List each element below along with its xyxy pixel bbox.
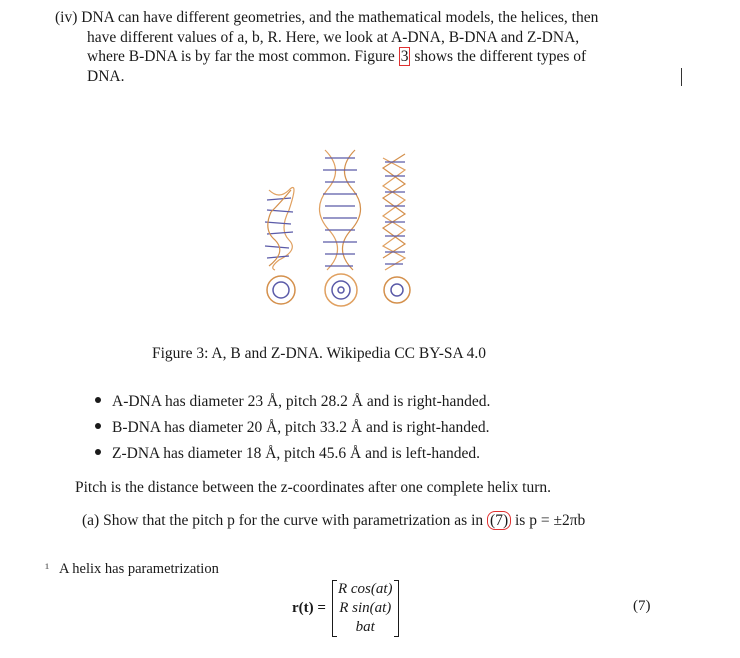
list-item-text: B-DNA has diameter 20 Å, pitch 33.2 Å and is right-handed. bbox=[112, 419, 490, 436]
intro-paragraph bbox=[55, 8, 655, 86]
intro-line-4: DNA. bbox=[87, 67, 125, 85]
dna-structures-image bbox=[255, 140, 425, 315]
equation-7 bbox=[292, 580, 399, 637]
list-item bbox=[95, 389, 615, 415]
a-dna-top-view bbox=[267, 276, 295, 304]
list-item-text: Z-DNA has diameter 18 Å, pitch 45.6 Å and is left-handed. bbox=[112, 445, 481, 462]
question-text: is p = ±2πb bbox=[511, 512, 586, 529]
question-a bbox=[82, 511, 702, 531]
list-item bbox=[95, 441, 615, 467]
intro-line-1 bbox=[55, 8, 655, 28]
figure-caption: Figure 3: A, B and Z-DNA. Wikipedia CC BY-SA 4.0 bbox=[152, 345, 487, 362]
vector-row-2: R sin(at) bbox=[339, 600, 392, 616]
pitch-definition: Pitch is the distance between the z-coordinates after one complete helix turn. bbox=[75, 479, 552, 496]
bullet-list bbox=[95, 389, 615, 467]
question-text: Show that the pitch p for the curve with parametrization as in bbox=[103, 512, 488, 529]
item-label: (iv) bbox=[55, 9, 78, 26]
equation-lhs: r(t) = bbox=[292, 600, 326, 616]
vector-row-1: R cos(at) bbox=[337, 581, 393, 597]
text-cursor bbox=[681, 68, 682, 86]
a-dna-helix bbox=[265, 188, 294, 271]
column-vector bbox=[332, 580, 399, 637]
intro-line-3 bbox=[55, 47, 655, 67]
figure-ref-link[interactable]: 3 bbox=[400, 48, 409, 65]
list-item bbox=[95, 415, 615, 441]
intro-line-2: have different values of a, b, R. Here, we look at A-DNA, B-DNA and Z-DNA, bbox=[87, 28, 580, 46]
z-dna-top-view bbox=[384, 277, 410, 303]
footnote-text: A helix has parametrization bbox=[58, 561, 219, 577]
list-item-text: A-DNA has diameter 23 Å, pitch 28.2 Å and is right-handed. bbox=[112, 393, 491, 410]
question-label: (a) bbox=[82, 512, 100, 529]
equation-ref-link[interactable]: (7) bbox=[487, 511, 511, 530]
dna-figure bbox=[255, 140, 425, 315]
footnote-mark: ¹ bbox=[45, 561, 50, 577]
b-dna-top-view bbox=[325, 274, 357, 306]
bullet-dot bbox=[95, 397, 101, 403]
z-dna-helix bbox=[383, 154, 405, 270]
b-dna-helix bbox=[319, 150, 360, 270]
intro-text: shows the different types of bbox=[410, 48, 587, 65]
bullet-dot bbox=[95, 423, 101, 429]
footnote bbox=[45, 561, 345, 578]
intro-text: DNA can have different geometries, and the mathematical models, the helices, then bbox=[81, 9, 599, 26]
intro-text: where B-DNA is by far the most common. Figure bbox=[87, 48, 399, 65]
vector-row-3: bat bbox=[355, 619, 375, 635]
bullet-dot bbox=[95, 449, 101, 455]
equation-number: (7) bbox=[633, 598, 651, 614]
